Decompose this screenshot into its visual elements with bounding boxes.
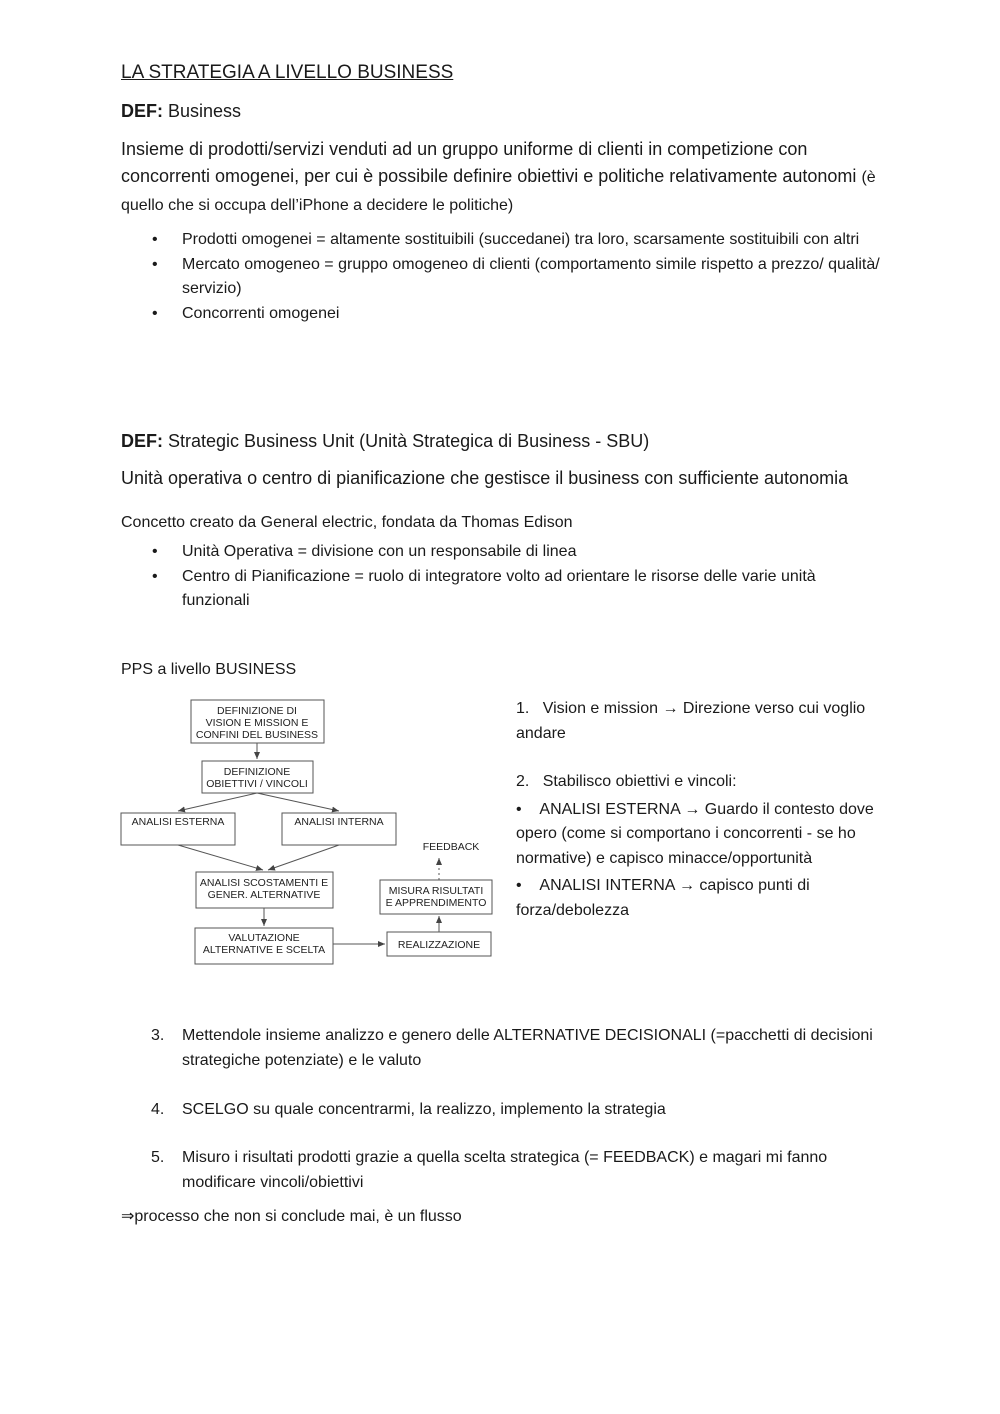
side-point-2 bbox=[516, 770, 886, 795]
box8-line1: MISURA RISULTATI bbox=[388, 885, 484, 897]
side-point-1 bbox=[516, 697, 886, 746]
box8-line2: E APPRENDIMENTO bbox=[385, 897, 487, 909]
box1-line2: VISION E MISSION E bbox=[205, 717, 309, 729]
box2-line1: DEFINIZIONE bbox=[223, 766, 291, 778]
def-label: DEF: bbox=[121, 431, 163, 451]
box6-line2: ALTERNATIVE E SCELTA bbox=[202, 944, 326, 956]
list-item-text: Centro di Pianificazione = ruolo di integratore volto ad orientare le risorse delle varie unità funzionali bbox=[182, 568, 816, 609]
def-label: DEF: bbox=[121, 101, 163, 121]
step-text: Misuro i risultati prodotti grazie a quella scelta strategica (= FEEDBACK) e magari mi fanno modificare vincoli/obiettivi bbox=[182, 1149, 828, 1191]
list-item-text: Unità Operativa = divisione con un responsabile di linea bbox=[182, 543, 577, 560]
conclusion-text: ⇒processo che non si conclude mai, è un flusso bbox=[121, 1208, 462, 1225]
box4-label: ANALISI INTERNA bbox=[294, 816, 384, 828]
side-point-text: Vision e mission → Direzione verso cui voglio andare bbox=[516, 700, 866, 742]
step-number: 3. bbox=[151, 1027, 165, 1044]
list-item-text: Prodotti omogenei = altamente sostituibili (succedanei) tra loro, scarsamente sostituibili con altri bbox=[182, 231, 860, 248]
feedback-label: FEEDBACK bbox=[422, 841, 480, 853]
def-business bbox=[121, 101, 241, 122]
def-sbu bbox=[121, 431, 649, 452]
box1-line3: CONFINI DEL BUSINESS bbox=[195, 729, 319, 741]
steps-list bbox=[121, 1145, 881, 1195]
list-item bbox=[121, 540, 881, 564]
sbu-concept-text: Concetto creato da General electric, fondata da Thomas Edison bbox=[121, 514, 573, 531]
bullet-icon: • bbox=[152, 543, 158, 560]
pps-side-notes bbox=[516, 697, 886, 923]
box6-line1: VALUTAZIONE bbox=[228, 932, 300, 944]
business-definition-note: (è quello che si occupa dell’iPhone a decidere le politiche) bbox=[121, 169, 876, 214]
business-definition-main: Insieme di prodotti/servizi venduti ad un gruppo uniforme di clienti in competizione con concorrenti omogenei, per cui è possibile definire obiettivi e politiche relativamente autonomi bbox=[121, 139, 857, 186]
side-bullet-text: ANALISI INTERNA → capisco punti di forza/debolezza bbox=[516, 877, 810, 919]
steps-list bbox=[121, 1023, 881, 1073]
bullet-icon: • bbox=[516, 877, 522, 894]
box3-label: ANALISI ESTERNA bbox=[131, 816, 225, 828]
step-number: 5. bbox=[151, 1149, 165, 1166]
list-item-text: Concorrenti omogenei bbox=[182, 305, 340, 322]
step-text: SCELGO su quale concentrarmi, la realizzo, implemento la strategia bbox=[182, 1101, 666, 1118]
def-term: Business bbox=[168, 101, 242, 121]
bullet-icon: • bbox=[152, 256, 158, 273]
side-bullet-text: ANALISI ESTERNA → Guardo il contesto dove opero (come si comportano i concorrenti - se ho normative) e capisco minacce/opportunità bbox=[516, 800, 874, 867]
list-item bbox=[121, 565, 881, 613]
list-item bbox=[121, 253, 881, 301]
box2-line2: OBIETTIVI / VINCOLI bbox=[206, 778, 308, 790]
box1-line1: DEFINIZIONE DI bbox=[217, 705, 297, 717]
list-item-text: Mercato omogeneo = gruppo omogeneo di clienti (comportamento simile rispetto a prezzo/ qualità/ servizio) bbox=[182, 256, 880, 297]
business-bullet-list bbox=[121, 228, 881, 327]
bullet-icon: • bbox=[516, 800, 522, 818]
step-text: Mettendole insieme analizzo e genero delle ALTERNATIVE DECISIONALI (=pacchetti di decisioni strategiche potenziate) e le valuto bbox=[182, 1027, 873, 1069]
steps-list bbox=[121, 1097, 881, 1122]
step-number: 4. bbox=[151, 1101, 165, 1118]
list-item bbox=[121, 1023, 881, 1073]
side-point-number: 1. bbox=[516, 700, 530, 717]
bullet-icon: • bbox=[152, 305, 158, 322]
side-bullet-interna bbox=[516, 874, 886, 923]
list-item bbox=[121, 1097, 881, 1122]
side-point-number: 2. bbox=[516, 773, 530, 790]
business-definition-text bbox=[121, 136, 881, 219]
pps-heading: PPS a livello BUSINESS bbox=[121, 661, 297, 678]
def-term: Strategic Business Unit (Unità Strategica di Business - SBU) bbox=[168, 431, 650, 451]
side-point-text: Stabilisco obiettivi e vincoli: bbox=[542, 773, 737, 790]
box5-line2: GENER. ALTERNATIVE bbox=[207, 889, 321, 901]
bullet-icon: • bbox=[152, 568, 158, 585]
list-item bbox=[121, 302, 881, 326]
bullet-icon: • bbox=[152, 231, 158, 248]
sbu-bullet-list bbox=[121, 540, 881, 614]
side-bullet-esterna bbox=[516, 798, 886, 872]
page-title: LA STRATEGIA A LIVELLO BUSINESS bbox=[121, 62, 454, 83]
list-item bbox=[121, 1145, 881, 1195]
pps-flow-diagram bbox=[118, 695, 498, 970]
list-item bbox=[121, 228, 881, 252]
sbu-definition-text: Unità operativa o centro di pianificazione che gestisce il business con sufficiente autonomia bbox=[121, 468, 849, 488]
box5-line1: ANALISI SCOSTAMENTI E bbox=[199, 877, 329, 889]
box7-label: REALIZZAZIONE bbox=[397, 939, 481, 951]
